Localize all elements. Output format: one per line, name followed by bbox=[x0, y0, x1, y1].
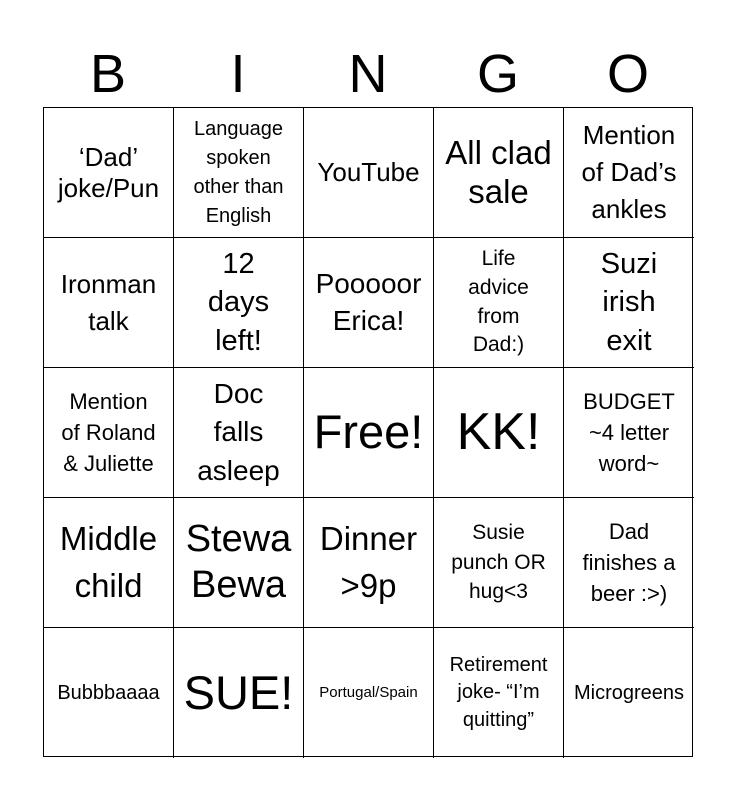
bingo-cell-r4c4[interactable] bbox=[434, 498, 564, 628]
cell-label: KK! bbox=[456, 403, 541, 462]
bingo-cell-r2c3[interactable] bbox=[304, 238, 434, 368]
cell-label: All clad sale bbox=[445, 134, 552, 210]
bingo-cell-r4c2[interactable] bbox=[174, 498, 304, 628]
bingo-cell-r3c4[interactable] bbox=[434, 368, 564, 498]
cell-label: Ironman talk bbox=[60, 268, 157, 336]
cell-label: Free! bbox=[313, 405, 424, 459]
cell-label: Dinner >9p bbox=[319, 520, 418, 604]
bingo-cell-r5c3[interactable] bbox=[304, 628, 434, 758]
bingo-cell-r4c1[interactable] bbox=[44, 498, 174, 628]
cell-label: Language spoken other than English bbox=[193, 117, 284, 227]
bingo-cell-r2c2[interactable] bbox=[174, 238, 304, 368]
cell-label: Portugal/Spain bbox=[319, 684, 418, 702]
bingo-cell-r3c2[interactable] bbox=[174, 368, 304, 498]
bingo-cell-r4c5[interactable] bbox=[564, 498, 694, 628]
header-letter-b: B bbox=[89, 44, 127, 104]
cell-label: Pooooor Erica! bbox=[315, 268, 422, 336]
bingo-cell-r1c4[interactable] bbox=[434, 108, 564, 238]
bingo-cell-r2c1[interactable] bbox=[44, 238, 174, 368]
cell-label: Susie punch OR hug<3 bbox=[451, 520, 546, 604]
cell-label: SUE! bbox=[183, 665, 294, 719]
header-letter-g: G bbox=[476, 44, 519, 104]
bingo-cell-r1c2[interactable] bbox=[174, 108, 304, 238]
header-letter-i: I bbox=[230, 44, 246, 104]
cell-label: Stewa Bewa bbox=[185, 517, 292, 606]
cell-label: YouTube bbox=[317, 157, 420, 188]
bingo-cell-r3c1[interactable] bbox=[44, 368, 174, 498]
bingo-cell-r2c5[interactable] bbox=[564, 238, 694, 368]
bingo-cell-r3c5[interactable] bbox=[564, 368, 694, 498]
header-letter-o: O bbox=[606, 44, 649, 104]
bingo-header bbox=[43, 40, 693, 108]
cell-label: Bubbbaaaa bbox=[57, 682, 160, 704]
cell-label: Dad finishes a beer :>) bbox=[582, 518, 676, 607]
cell-label: Mention of Roland & Juliette bbox=[61, 388, 156, 477]
bingo-board bbox=[43, 107, 693, 757]
bingo-cell-r1c3[interactable] bbox=[304, 108, 434, 238]
cell-label: Suzi irish exit bbox=[600, 247, 658, 357]
bingo-cell-r5c1[interactable] bbox=[44, 628, 174, 758]
bingo-cell-r4c3[interactable] bbox=[304, 498, 434, 628]
cell-label: Life advice from Dad:) bbox=[468, 246, 529, 357]
cell-label: Middle child bbox=[59, 520, 158, 604]
cell-label: Microgreens bbox=[573, 682, 685, 704]
bingo-cell-r5c2[interactable] bbox=[174, 628, 304, 758]
cell-label: BUDGET ~4 letter word~ bbox=[583, 388, 675, 477]
cell-label: ‘Dad’ joke/Pun bbox=[57, 142, 160, 203]
cell-label: Retirement joke- “I’m quitting” bbox=[449, 653, 548, 731]
bingo-cell-r5c4[interactable] bbox=[434, 628, 564, 758]
cell-label: Mention of Dad’s ankles bbox=[581, 120, 677, 224]
bingo-cell-r1c1[interactable] bbox=[44, 108, 174, 238]
cell-label: 12 days left! bbox=[207, 247, 270, 357]
header-letter-n: N bbox=[348, 44, 388, 104]
bingo-cell-r5c5[interactable] bbox=[564, 628, 694, 758]
bingo-cell-r3c3[interactable] bbox=[304, 368, 434, 498]
bingo-cell-r1c5[interactable] bbox=[564, 108, 694, 238]
cell-label: Doc falls asleep bbox=[197, 378, 280, 486]
bingo-cell-r2c4[interactable] bbox=[434, 238, 564, 368]
